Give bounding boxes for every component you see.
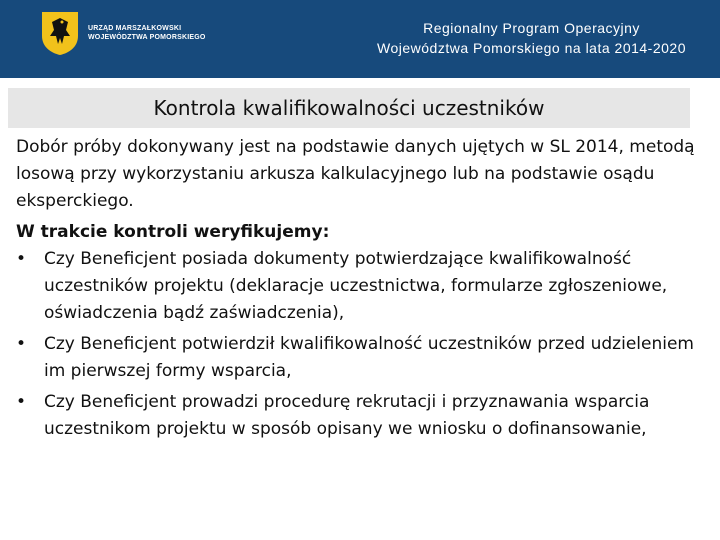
program-title-line-2: Województwa Pomorskiego na lata 2014-2020 (377, 40, 686, 56)
logo-line-2: WOJEWÓDZTWA POMORSKIEGO (88, 34, 206, 41)
logo (40, 10, 206, 56)
slide-content (16, 134, 696, 443)
bullet-item-2: • Czy Beneficjent potwierdził kwalifikowalność uczestników przed udzieleniem im pierwszej formy wsparcia, (16, 331, 696, 385)
bullet-item-3: • Czy Beneficjent prowadzi procedurę rekrutacji i przyznawania wsparcia uczestnikom projektu w sposób opisany we wniosku o dofinansowanie, (16, 389, 696, 443)
intro-paragraph: Dobór próby dokonywany jest na podstawie danych ujętych w SL 2014, metodą losową przy wykorzystaniu arkusza kalkulacyjnego lub na podstawie osądu eksperckiego. (16, 137, 695, 211)
program-title-line-1: Regionalny Program Operacyjny (423, 20, 640, 36)
bullet-item-1: • Czy Beneficjent posiada dokumenty potwierdzające kwalifikowalność uczestników projektu (deklaracje uczestnictwa, formularze zgłoszeniowe, oświadczenia bądź zaświadczenia), (16, 246, 696, 327)
crest-icon (40, 10, 80, 56)
logo-line-1: URZĄD MARSZAŁKOWSKI (88, 25, 182, 32)
bullet-list (16, 246, 696, 443)
header-bar (0, 0, 720, 78)
logo-text (88, 24, 206, 42)
slide-title: Kontrola kwalifikowalności uczestników (153, 96, 545, 120)
program-title (377, 18, 686, 58)
subheading (16, 219, 696, 246)
subheading-text: W trakcie kontroli weryfikujemy: (16, 222, 330, 242)
slide-title-bar (8, 88, 690, 128)
